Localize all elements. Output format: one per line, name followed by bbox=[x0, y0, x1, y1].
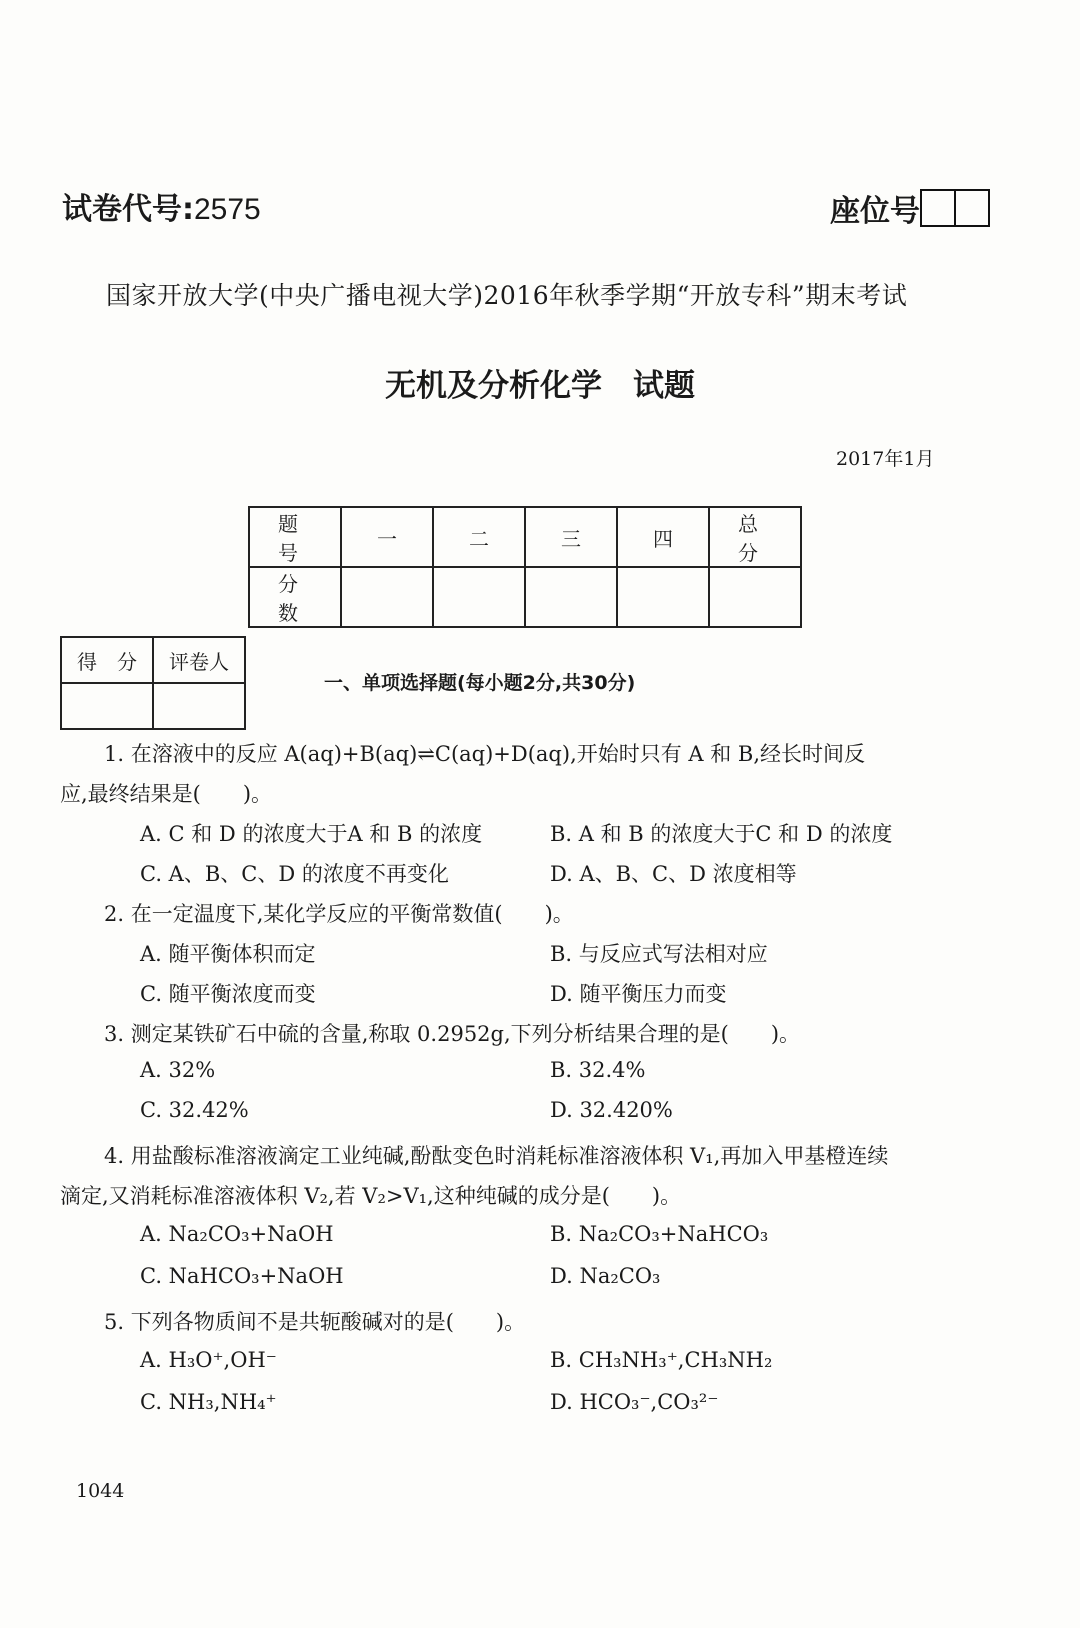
paper-code-number: 2575 bbox=[194, 193, 261, 226]
question-5-option-a: A. H₃O⁺,OH⁻ bbox=[140, 1348, 277, 1372]
question-2-option-b: B. 与反应式写法相对应 bbox=[550, 942, 768, 966]
question-2-option-c: C. 随平衡浓度而变 bbox=[140, 982, 316, 1006]
question-4-option-c: C. NaHCO₃+NaOH bbox=[140, 1264, 344, 1288]
question-3-option-b: B. 32.4% bbox=[550, 1058, 646, 1082]
question-4-stem-cont: 滴定,又消耗标准溶液体积 V₂,若 V₂>V₁,这种纯碱的成分是( )。 bbox=[60, 1184, 682, 1208]
score-blank[interactable] bbox=[617, 567, 709, 627]
score-table-header-row bbox=[249, 507, 801, 567]
score-blank[interactable] bbox=[433, 567, 525, 627]
question-2-option-a: A. 随平衡体积而定 bbox=[140, 942, 316, 966]
seat-label: 座位号 bbox=[830, 194, 920, 229]
question-4-stem: 4. 用盐酸标准溶液滴定工业纯碱,酚酞变色时消耗标准溶液体积 V₁,再加入甲基橙连续 bbox=[104, 1144, 889, 1168]
score-table-score-row bbox=[249, 567, 801, 627]
question-3-stem: 3. 测定某铁矿石中硫的含量,称取 0.2952g,下列分析结果合理的是( )。 bbox=[104, 1022, 801, 1046]
grader-cell: 得 分 bbox=[61, 637, 153, 683]
paper-code bbox=[62, 184, 261, 228]
grader-blank-row bbox=[61, 683, 245, 729]
seat-number bbox=[830, 186, 990, 230]
question-4-option-b: B. Na₂CO₃+NaHCO₃ bbox=[550, 1222, 769, 1246]
score-cell: 四 bbox=[617, 507, 709, 567]
question-3-option-a: A. 32% bbox=[140, 1058, 216, 1082]
question-4-option-d: D. Na₂CO₃ bbox=[550, 1264, 661, 1288]
question-1-option-a: A. C 和 D 的浓度大于A 和 B 的浓度 bbox=[140, 822, 483, 846]
score-cell: 总 分 bbox=[709, 507, 801, 567]
page-number: 1044 bbox=[76, 1480, 125, 1502]
score-cell: 分 数 bbox=[249, 567, 341, 627]
paper-code-label: 试卷代号: bbox=[62, 192, 194, 227]
question-5-option-b: B. CH₃NH₃⁺,CH₃NH₂ bbox=[550, 1348, 773, 1372]
score-cell: 题 号 bbox=[249, 507, 341, 567]
university-line: 国家开放大学(中央广播电视大学)2016年秋季学期“开放专科”期末考试 bbox=[106, 281, 908, 310]
grader-cell: 评卷人 bbox=[153, 637, 245, 683]
score-blank[interactable] bbox=[341, 567, 433, 627]
question-1-option-b: B. A 和 B 的浓度大于C 和 D 的浓度 bbox=[550, 822, 893, 846]
question-5-stem: 5. 下列各物质间不是共轭酸碱对的是( )。 bbox=[104, 1310, 526, 1334]
question-2-option-d: D. 随平衡压力而变 bbox=[550, 982, 727, 1006]
grader-table bbox=[60, 636, 246, 730]
score-table bbox=[248, 506, 806, 628]
section-heading: 一、单项选择题(每小题2分,共30分) bbox=[324, 672, 636, 694]
exam-title: 无机及分析化学 试题 bbox=[385, 368, 695, 404]
score-cell: 二 bbox=[433, 507, 525, 567]
exam-date: 2017年1月 bbox=[836, 448, 935, 470]
seat-boxes bbox=[922, 189, 990, 227]
question-1-option-d: D. A、B、C、D 浓度相等 bbox=[550, 862, 797, 886]
grader-blank[interactable] bbox=[61, 683, 153, 729]
score-cell: 三 bbox=[525, 507, 617, 567]
score-blank[interactable] bbox=[525, 567, 617, 627]
question-1-option-c: C. A、B、C、D 的浓度不再变化 bbox=[140, 862, 449, 886]
grader-blank[interactable] bbox=[153, 683, 245, 729]
question-1-stem-cont: 应,最终结果是( )。 bbox=[60, 782, 273, 806]
question-2-stem: 2. 在一定温度下,某化学反应的平衡常数值( )。 bbox=[104, 902, 574, 926]
question-5-option-c: C. NH₃,NH₄⁺ bbox=[140, 1390, 277, 1414]
score-cell: 一 bbox=[341, 507, 433, 567]
seat-box bbox=[954, 189, 990, 227]
question-1-stem: 1. 在溶液中的反应 A(aq)+B(aq)⇌C(aq)+D(aq),开始时只有 A 和 B,经长时间反 bbox=[104, 742, 866, 766]
question-4-option-a: A. Na₂CO₃+NaOH bbox=[140, 1222, 334, 1246]
question-3-option-d: D. 32.420% bbox=[550, 1098, 673, 1122]
seat-box bbox=[920, 189, 956, 227]
score-blank[interactable] bbox=[709, 567, 801, 627]
question-3-option-c: C. 32.42% bbox=[140, 1098, 249, 1122]
question-5-option-d: D. HCO₃⁻,CO₃²⁻ bbox=[550, 1390, 719, 1414]
grader-header-row bbox=[61, 637, 245, 683]
